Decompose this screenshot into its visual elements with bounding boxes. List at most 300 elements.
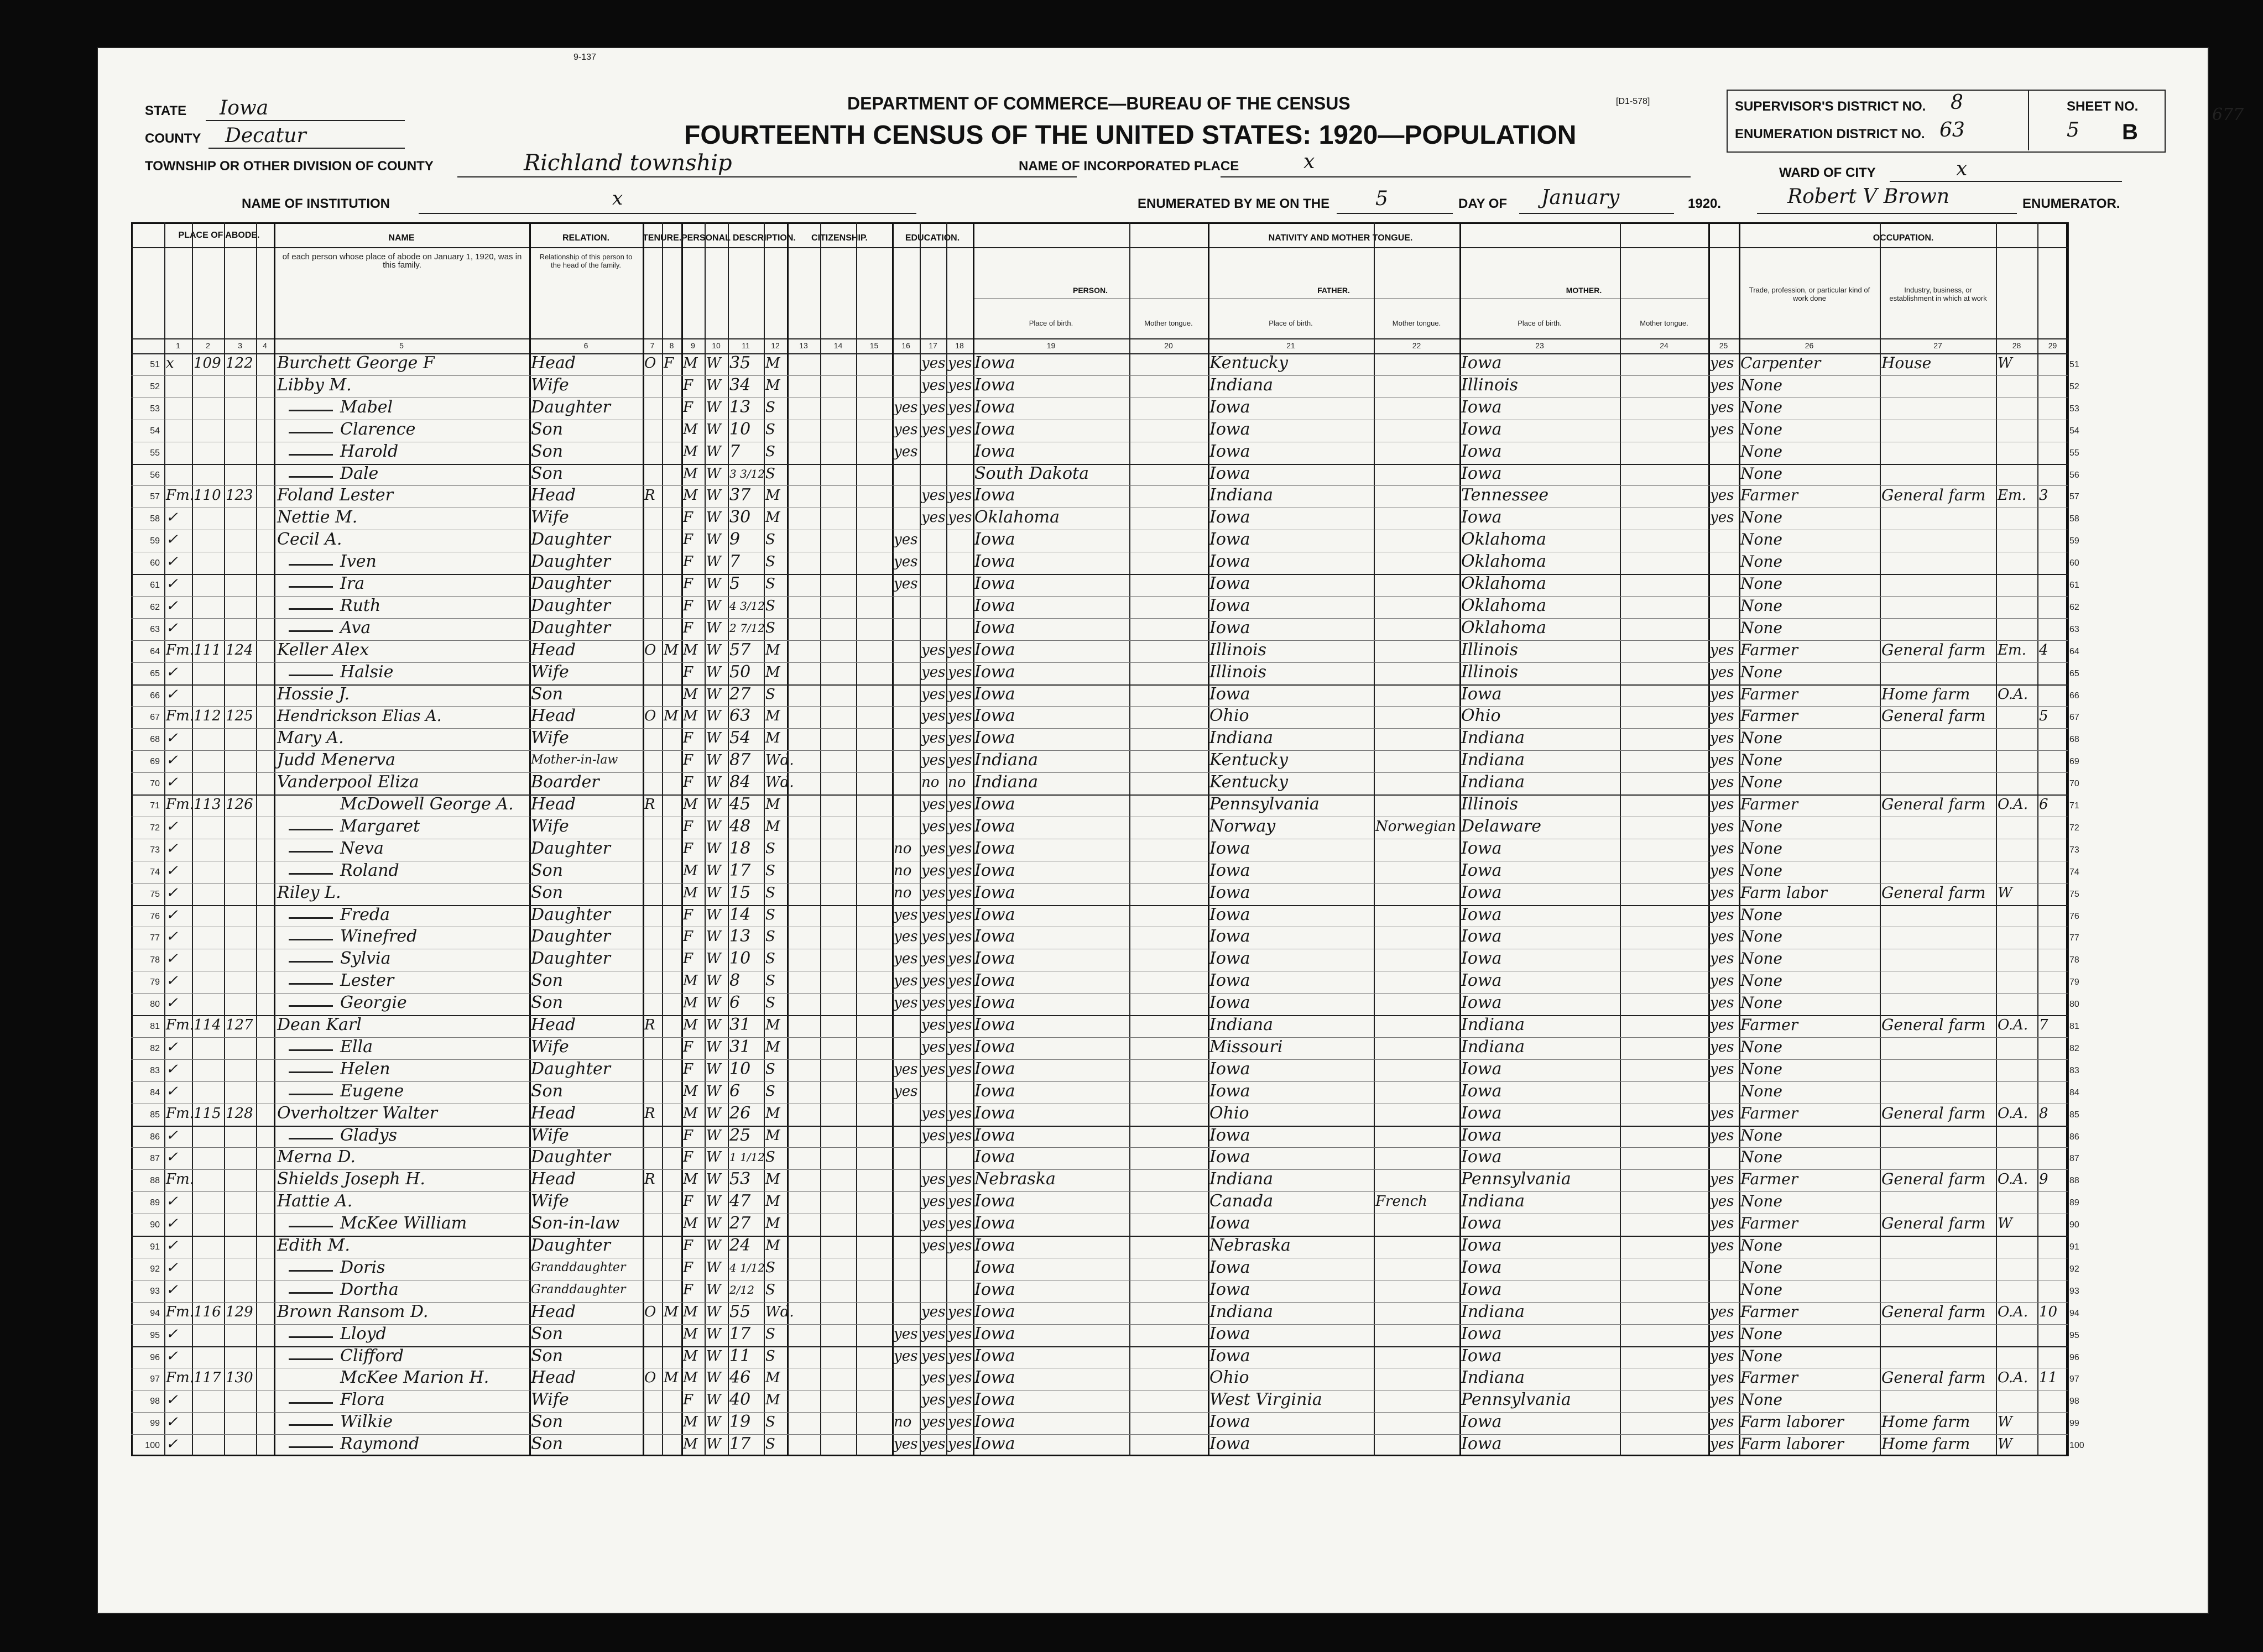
line-number: 83 xyxy=(150,1065,160,1075)
line-number-right: 87 xyxy=(2069,1154,2079,1164)
cell-race: W xyxy=(706,1083,721,1100)
cell-race: W xyxy=(706,796,721,813)
supervisor-label: SUPERVISOR'S DISTRICT NO. xyxy=(1735,99,1926,114)
cell-mpob: Oklahoma xyxy=(1461,552,1546,572)
cell-ms: M xyxy=(765,1038,780,1055)
cell-race: W xyxy=(706,531,721,548)
cell-ms: M xyxy=(765,1193,780,1210)
name-dash xyxy=(289,939,333,940)
relation-column-description: Relationship of this person to the head of the family. xyxy=(539,253,633,269)
cell-mpob: Iowa xyxy=(1461,1279,1502,1299)
cell-write: yes xyxy=(948,752,972,769)
column-rule xyxy=(946,222,947,1456)
cell-age: 3 3/12 xyxy=(729,467,765,480)
cell-rel: Head xyxy=(531,706,576,726)
cell-name: Iven xyxy=(340,552,377,572)
cell-st: Fm. xyxy=(166,796,194,813)
cell-age: 40 xyxy=(729,1390,751,1410)
cell-ind: General farm xyxy=(1881,1170,1986,1189)
cell-occ: None xyxy=(1740,1324,1782,1343)
day-of-label: DAY OF xyxy=(1458,196,1508,211)
cell-fpob: Pennsylvania xyxy=(1209,794,1320,814)
cell-read: yes xyxy=(921,1392,946,1409)
cell-st: ✓ xyxy=(166,1259,178,1276)
column-number: 26 xyxy=(1805,341,1814,350)
cell-fpob: Ohio xyxy=(1209,1368,1249,1388)
cell-name: Edith M. xyxy=(277,1236,350,1255)
cell-ms: M xyxy=(765,1215,780,1232)
line-number-right: 55 xyxy=(2069,448,2079,458)
cell-eng: yes xyxy=(1710,1436,1734,1453)
line-number: 99 xyxy=(150,1419,160,1429)
cell-name: Shields Joseph H. xyxy=(277,1169,425,1189)
cell-race: W xyxy=(706,1259,721,1276)
cell-st: ✓ xyxy=(166,576,178,592)
line-number-right: 71 xyxy=(2069,801,2079,811)
column-rule xyxy=(2068,222,2069,1456)
cell-occ: None xyxy=(1740,618,1782,637)
cell-mpob: Iowa xyxy=(1461,860,1502,880)
cell-read: yes xyxy=(921,1325,946,1342)
line-number: 53 xyxy=(150,404,160,414)
cell-age: 6 xyxy=(729,993,741,1013)
cell-name: Raymond xyxy=(340,1434,420,1454)
column-group-header: PLACE OF ABODE. xyxy=(178,231,260,240)
cell-st: ✓ xyxy=(166,531,178,548)
cell-occ: None xyxy=(1740,464,1782,483)
cell-eng: yes xyxy=(1710,355,1734,372)
cell-write: yes xyxy=(948,995,972,1012)
cell-fam: 123 xyxy=(226,487,253,504)
cell-ms: S xyxy=(765,686,775,703)
cell-read: yes xyxy=(921,377,946,394)
cell-read: yes xyxy=(921,973,946,990)
line-number-right: 61 xyxy=(2069,581,2079,590)
nativity-subheader: FATHER. xyxy=(1317,286,1350,295)
line-number-right: 95 xyxy=(2069,1330,2079,1340)
cell-name: Freda xyxy=(340,905,390,924)
cell-read: yes xyxy=(921,355,946,372)
cell-fpob: Iowa xyxy=(1209,905,1250,924)
cell-st: ✓ xyxy=(166,1347,178,1365)
cell-ind: Home farm xyxy=(1881,1413,1970,1431)
header-rule xyxy=(131,247,2068,248)
cell-eng: yes xyxy=(1710,641,1734,658)
column-number: 10 xyxy=(712,341,721,350)
cell-fpob: Iowa xyxy=(1209,574,1250,593)
line-number-right: 84 xyxy=(2069,1088,2079,1097)
line-number: 90 xyxy=(150,1220,160,1230)
cell-farm: 10 xyxy=(2039,1303,2058,1320)
cell-name: Hattie A. xyxy=(277,1191,353,1211)
cell-write: yes xyxy=(948,1127,972,1144)
cell-pob: Iowa xyxy=(974,860,1015,880)
cell-fpob: Iowa xyxy=(1209,463,1250,483)
name-dash xyxy=(289,1049,333,1051)
line-number: 57 xyxy=(150,492,160,502)
line-number-right: 90 xyxy=(2069,1220,2079,1230)
cell-age: 6 xyxy=(729,1081,741,1101)
line-number: 96 xyxy=(150,1352,160,1362)
cell-eng: yes xyxy=(1710,686,1734,703)
cell-race: W xyxy=(706,553,721,571)
cell-eng: yes xyxy=(1710,1237,1734,1254)
line-number: 52 xyxy=(150,381,160,391)
cell-emp: O.A. xyxy=(1998,1171,2029,1188)
cell-fpob: Iowa xyxy=(1209,882,1250,902)
cell-eng: yes xyxy=(1710,1347,1734,1365)
cell-st: ✓ xyxy=(166,1083,178,1100)
cell-ms: M xyxy=(765,663,780,681)
cell-name: Dean Karl xyxy=(277,1015,362,1034)
cell-ms: M xyxy=(765,1017,780,1033)
cell-mort: M xyxy=(664,641,679,658)
cell-race: W xyxy=(706,1369,721,1387)
cell-name: Cecil A. xyxy=(277,530,342,550)
cell-sex: F xyxy=(683,1060,693,1078)
cell-name: Gladys xyxy=(340,1125,397,1145)
cell-ind: General farm xyxy=(1881,883,1986,902)
cell-fpob: Missouri xyxy=(1209,1037,1283,1057)
line-number: 93 xyxy=(150,1286,160,1296)
cell-st: ✓ xyxy=(166,818,178,835)
cell-write: yes xyxy=(948,1060,972,1078)
cell-rel: Son xyxy=(531,441,563,461)
column-number: 11 xyxy=(742,341,750,350)
cell-pob: Iowa xyxy=(974,1081,1015,1101)
nativity-subheader: PERSON. xyxy=(1072,286,1108,295)
line-number: 86 xyxy=(150,1132,160,1142)
cell-rel: Wife xyxy=(531,1390,569,1410)
cell-school: yes xyxy=(894,928,918,945)
cell-st: ✓ xyxy=(166,1392,178,1409)
cell-read: yes xyxy=(921,708,946,725)
cell-dw: 112 xyxy=(194,708,221,725)
cell-emp: W xyxy=(1998,355,2012,372)
cell-race: W xyxy=(706,686,721,703)
line-number: 70 xyxy=(150,779,160,789)
cell-age: 24 xyxy=(729,1236,751,1255)
cell-race: W xyxy=(706,1347,721,1365)
cell-read: yes xyxy=(921,641,946,658)
cell-mpob: Iowa xyxy=(1461,1257,1502,1277)
ward-label: WARD OF CITY xyxy=(1779,165,1876,180)
cell-eng: yes xyxy=(1710,1303,1734,1320)
line-number-right: 73 xyxy=(2069,845,2079,855)
cell-eng: yes xyxy=(1710,1171,1734,1188)
cell-name: Keller Alex xyxy=(277,640,369,660)
cell-mpob: Iowa xyxy=(1461,1147,1502,1167)
line-number: 61 xyxy=(150,581,160,590)
cell-rel: Granddaughter xyxy=(531,1260,626,1274)
cell-race: W xyxy=(706,906,721,923)
cell-mpob: Indiana xyxy=(1461,1301,1525,1321)
column-group-header: NAME xyxy=(388,233,415,243)
cell-sex: F xyxy=(683,1259,693,1276)
cell-pob: Iowa xyxy=(974,1214,1015,1233)
cell-eng: yes xyxy=(1710,995,1734,1012)
line-number: 88 xyxy=(150,1176,160,1186)
cell-occ: Farmer xyxy=(1740,1302,1798,1321)
cell-name: Georgie xyxy=(340,993,407,1013)
cell-rel: Daughter xyxy=(531,927,611,947)
cell-fpob: Indiana xyxy=(1209,1015,1274,1034)
cell-sex: M xyxy=(683,796,698,813)
line-number-right: 86 xyxy=(2069,1132,2079,1142)
cell-rel: Wife xyxy=(531,1191,569,1211)
cell-read: yes xyxy=(921,421,946,438)
line-number-right: 85 xyxy=(2069,1110,2079,1120)
line-number: 75 xyxy=(150,889,160,899)
cell-eng: yes xyxy=(1710,1060,1734,1078)
cell-pob: Iowa xyxy=(974,1279,1015,1299)
cell-dw: 115 xyxy=(194,1105,221,1122)
cell-race: W xyxy=(706,1060,721,1078)
cell-emp: W xyxy=(1998,1414,2012,1431)
cell-ms: M xyxy=(765,796,780,813)
cell-pob: Iowa xyxy=(974,882,1015,902)
cell-occ: None xyxy=(1740,1390,1782,1409)
cell-name: Flora xyxy=(340,1390,385,1410)
line-number: 100 xyxy=(145,1441,160,1451)
cell-ms: Wd. xyxy=(765,1303,794,1320)
name-dash xyxy=(289,983,333,985)
column-rule xyxy=(920,222,921,1456)
cell-mpob: Indiana xyxy=(1461,728,1525,748)
column-rule xyxy=(256,222,257,1456)
line-number: 77 xyxy=(150,933,160,943)
cell-pob: Iowa xyxy=(974,838,1015,858)
cell-eng: yes xyxy=(1710,730,1734,747)
cell-race: W xyxy=(706,1149,721,1166)
cell-dw: 114 xyxy=(194,1017,221,1033)
column-group-header: NATIVITY AND MOTHER TONGUE. xyxy=(1268,233,1413,243)
cell-read: yes xyxy=(921,1303,946,1320)
cell-fam: 125 xyxy=(226,708,253,725)
cell-read: yes xyxy=(921,796,946,813)
cell-write: yes xyxy=(948,641,972,658)
cell-age: 87 xyxy=(729,750,751,770)
cell-eng: yes xyxy=(1710,796,1734,813)
line-number-right: 94 xyxy=(2069,1308,2079,1318)
cell-sex: F xyxy=(683,906,693,923)
cell-name: Mary A. xyxy=(277,728,344,748)
cell-mpob: Indiana xyxy=(1461,1015,1525,1034)
cell-sex: F xyxy=(683,1038,693,1055)
township-label: TOWNSHIP OR OTHER DIVISION OF COUNTY xyxy=(145,159,434,174)
cell-ms: S xyxy=(765,421,775,438)
cell-pob: Iowa xyxy=(974,419,1015,439)
cell-write: yes xyxy=(948,1347,972,1365)
line-number: 74 xyxy=(150,867,160,877)
cell-pob: Iowa xyxy=(974,552,1015,572)
cell-race: W xyxy=(706,928,721,945)
cell-ms: S xyxy=(765,1281,775,1298)
cell-age: 10 xyxy=(729,949,751,969)
column-rule xyxy=(728,222,729,1456)
cell-rel: Daughter xyxy=(531,595,611,615)
cell-ftongue: French xyxy=(1375,1193,1427,1210)
column-number: 19 xyxy=(1046,341,1056,350)
cell-ms: Wd. xyxy=(765,774,794,791)
line-number-right: 93 xyxy=(2069,1286,2079,1296)
cell-sex: F xyxy=(683,531,693,548)
column-number: 16 xyxy=(901,341,910,350)
column-number: 17 xyxy=(929,341,937,350)
cell-eng: yes xyxy=(1710,1193,1734,1210)
cell-occ: Farmer xyxy=(1740,707,1798,725)
line-number: 82 xyxy=(150,1043,160,1053)
cell-fpob: Iowa xyxy=(1209,1059,1250,1079)
cell-farm: 8 xyxy=(2039,1105,2048,1122)
column-number: 20 xyxy=(1164,341,1173,350)
cell-read: yes xyxy=(921,1215,946,1232)
cell-st: ✓ xyxy=(166,1325,178,1342)
cell-fam: 122 xyxy=(226,355,253,372)
column-rule xyxy=(1880,222,1881,1456)
cell-occ: None xyxy=(1740,994,1782,1012)
cell-sex: M xyxy=(683,1436,698,1453)
cell-st: ✓ xyxy=(166,1215,178,1232)
cell-pob: Iowa xyxy=(974,971,1015,991)
cell-st: ✓ xyxy=(166,1414,178,1431)
incorporated-place-label: NAME OF INCORPORATED PLACE xyxy=(1019,159,1239,174)
cell-name: Merna D. xyxy=(277,1147,356,1167)
cell-ind: General farm xyxy=(1881,795,1986,813)
cell-st: ✓ xyxy=(166,973,178,990)
cell-eng: yes xyxy=(1710,1105,1734,1122)
cell-sex: F xyxy=(683,399,693,416)
cell-sex: M xyxy=(683,1347,698,1365)
cell-race: W xyxy=(706,663,721,681)
cell-fpob: Iowa xyxy=(1209,1346,1250,1366)
cell-occ: Farm laborer xyxy=(1740,1435,1844,1454)
cell-pob: Iowa xyxy=(974,485,1015,505)
line-number-right: 97 xyxy=(2069,1374,2079,1384)
cell-age: 45 xyxy=(729,794,751,814)
cell-rel: Wife xyxy=(531,1037,569,1057)
cell-ms: S xyxy=(765,1436,775,1453)
cell-ms: M xyxy=(765,487,780,504)
cell-sex: F xyxy=(683,1392,693,1409)
line-number-right: 67 xyxy=(2069,713,2079,723)
cell-mpob: Indiana xyxy=(1461,772,1525,792)
line-number: 62 xyxy=(150,602,160,612)
cell-occ: Farmer xyxy=(1740,795,1798,813)
cell-race: W xyxy=(706,730,721,747)
cell-age: 84 xyxy=(729,772,751,792)
cell-ms: M xyxy=(765,377,780,394)
column-rule xyxy=(224,222,225,1456)
cell-mpob: Illinois xyxy=(1461,662,1519,682)
cell-name: Mabel xyxy=(340,397,393,417)
cell-rel: Wife xyxy=(531,662,569,682)
state-value: Iowa xyxy=(220,97,269,119)
line-number: 71 xyxy=(150,801,160,811)
cell-read: yes xyxy=(921,1171,946,1188)
cell-occ: None xyxy=(1740,839,1782,858)
line-number-right: 96 xyxy=(2069,1352,2079,1362)
cell-race: W xyxy=(706,421,721,438)
cell-fpob: Kentucky xyxy=(1209,772,1288,792)
line-number: 87 xyxy=(150,1154,160,1164)
cell-name: Overholtzer Walter xyxy=(277,1103,437,1123)
cell-emp: W xyxy=(1998,884,2012,901)
cell-rel: Wife xyxy=(531,728,569,748)
cell-race: W xyxy=(706,1237,721,1254)
cell-occ: None xyxy=(1740,1258,1782,1277)
cell-occ: None xyxy=(1740,552,1782,571)
cell-fpob: Ohio xyxy=(1209,1103,1249,1123)
cell-eng: yes xyxy=(1710,1325,1734,1342)
cell-read: yes xyxy=(921,1369,946,1387)
cell-eng: yes xyxy=(1710,1392,1734,1409)
cell-name: Clarence xyxy=(340,419,416,439)
cell-age: 4 1/12 xyxy=(729,1261,765,1274)
cell-farm: 11 xyxy=(2039,1369,2058,1387)
cell-mpob: Iowa xyxy=(1461,949,1502,969)
cell-sex: M xyxy=(683,487,698,504)
cell-sex: M xyxy=(683,443,698,460)
cell-occ: None xyxy=(1740,1081,1782,1100)
cell-ms: M xyxy=(765,730,780,747)
cell-read: yes xyxy=(921,818,946,835)
column-rule xyxy=(856,222,857,1456)
name-dash xyxy=(289,630,333,632)
cell-age: 11 xyxy=(729,1346,751,1366)
cell-occ: None xyxy=(1740,729,1782,747)
cell-name: Roland xyxy=(340,860,399,880)
cell-farm: 7 xyxy=(2039,1017,2048,1033)
cell-pob: Iowa xyxy=(974,1147,1015,1167)
cell-pob: Iowa xyxy=(974,1191,1015,1211)
cell-sex: F xyxy=(683,1237,693,1254)
cell-race: W xyxy=(706,399,721,416)
cell-age: 54 xyxy=(729,728,751,748)
cell-fpob: Kentucky xyxy=(1209,750,1288,770)
cell-st: ✓ xyxy=(166,553,178,571)
cell-mort: M xyxy=(664,1369,679,1387)
cell-name: McKee William xyxy=(340,1214,467,1233)
cell-mpob: Iowa xyxy=(1461,1412,1502,1432)
cell-st: ✓ xyxy=(166,906,178,923)
line-number-right: 89 xyxy=(2069,1198,2079,1208)
cell-read: yes xyxy=(921,752,946,769)
nativity-column-label: Mother tongue. xyxy=(1640,319,1688,327)
cell-eng: yes xyxy=(1710,752,1734,769)
cell-race: W xyxy=(706,1392,721,1409)
margin-mark: 677 xyxy=(2212,105,2244,124)
cell-pob: Iowa xyxy=(974,1368,1015,1388)
cell-ms: S xyxy=(765,862,775,879)
column-number: 7 xyxy=(650,341,655,350)
line-number-right: 60 xyxy=(2069,558,2079,568)
cell-emp: W xyxy=(1998,1215,2012,1232)
cell-occ: Farmer xyxy=(1740,1104,1798,1122)
nativity-subheader: MOTHER. xyxy=(1566,286,1602,295)
cell-name: Nettie M. xyxy=(277,508,358,527)
cell-occ: None xyxy=(1740,375,1782,394)
line-number-right: 64 xyxy=(2069,646,2079,656)
cell-write: yes xyxy=(948,1038,972,1055)
cell-write: yes xyxy=(948,708,972,725)
cell-fpob: Iowa xyxy=(1209,971,1250,991)
cell-race: W xyxy=(706,995,721,1012)
cell-ms: M xyxy=(765,818,780,835)
column-rule xyxy=(164,222,165,1456)
cell-age: 1 1/12 xyxy=(729,1151,765,1164)
cell-age: 25 xyxy=(729,1125,751,1145)
